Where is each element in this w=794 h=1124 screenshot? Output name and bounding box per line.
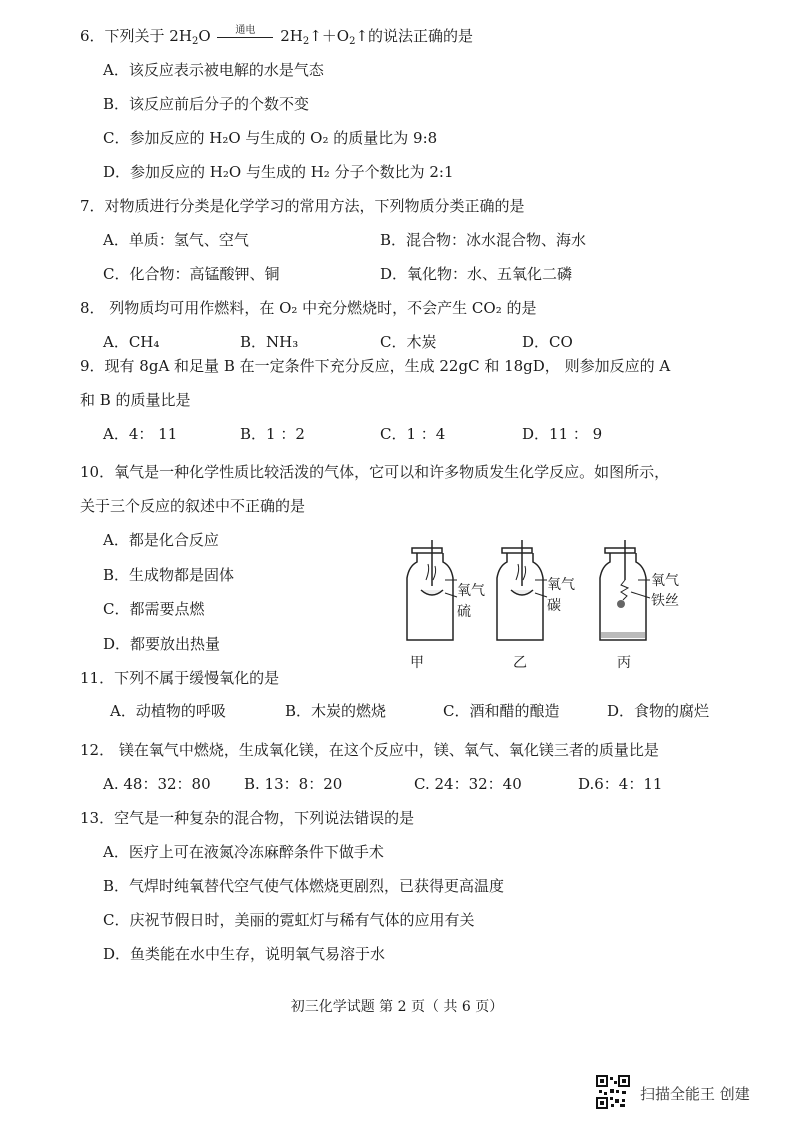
q10-option-b: B．生成物都是固体: [103, 566, 235, 584]
jar-yi-label-carbon: 碳: [547, 598, 561, 614]
q9-stem-line2: 和 B 的质量比是: [80, 391, 191, 409]
reaction-arrow: 通电: [217, 37, 273, 38]
q13-stem: 13．空气是一种复杂的混合物，下列说法错误的是: [80, 809, 415, 827]
q12-option-c: C. 24：32：40: [414, 775, 522, 793]
q6-option-c: C．参加反应的 H₂O 与生成的 O₂ 的质量比为 9:8: [103, 129, 438, 147]
q9-stem-line1: 9．现有 8gA 和足量 B 在一定条件下充分反应，生成 22gC 和 18gD， 则参加反应的 A: [80, 357, 671, 375]
jar-bing: [600, 540, 650, 640]
q7-stem: 7．对物质进行分类是化学学习的常用方法，下列物质分类正确的是: [80, 197, 525, 215]
page-footer: 初三化学试题 第 2 页（ 共 6 页）: [290, 999, 504, 1015]
jar-yi-label-oxygen: 氧气: [547, 577, 575, 593]
jar-bing-oxygen-label: 氧气: [651, 573, 679, 589]
q10-figure: [395, 540, 655, 675]
q11-stem: 11．下列不属于缓慢氧化的是: [80, 669, 280, 687]
q8-option-d: D．CO: [522, 333, 573, 351]
q6-option-a: A．该反应表示被电解的水是气态: [103, 61, 324, 79]
jar-jia-label-oxygen: 氧气: [457, 583, 485, 599]
q9-option-b: B．1 ：2: [240, 425, 305, 443]
jar-yi: [497, 540, 547, 640]
scanner-watermark: [596, 1075, 786, 1111]
q11-option-b: B．木炭的燃烧: [285, 702, 387, 720]
q11-option-c: C．酒和醋的酿造: [443, 702, 560, 720]
q8-option-b: B．NH₃: [240, 333, 299, 351]
q10-stem-line2: 关于三个反应的叙述中不正确的是: [80, 497, 306, 515]
q6-option-b: B．该反应前后分子的个数不变: [103, 95, 310, 113]
q12-option-a: A. 48：32：80: [103, 775, 211, 793]
caption-bing: 丙: [617, 655, 631, 671]
q6-option-d: D．参加反应的 H₂O 与生成的 H₂ 分子个数比为 2:1: [103, 163, 454, 181]
q13-option-a: A．医疗上可在液氮冷冻麻醉条件下做手术: [103, 843, 384, 861]
q10-option-c: C．都需要点燃: [103, 600, 205, 618]
q11-option-a: A．动植物的呼吸: [110, 702, 226, 720]
q8-stem: 8． 列物质均可用作燃料，在 O₂ 中充分燃烧时，不会产生 CO₂ 的是: [80, 299, 537, 317]
q12-option-b: B. 13：8：20: [244, 775, 343, 793]
jar-bing-iron-wire-label: 铁丝: [651, 593, 679, 609]
q12-option-d: D.6：4：11: [578, 775, 663, 793]
q12-stem: 12． 镁在氧气中燃烧，生成氧化镁，在这个反应中，镁、氧气、氧化镁三者的质量比是: [80, 741, 659, 759]
q10-option-d: D．都要放出热量: [103, 635, 221, 653]
q13-option-b: B．气焊时纯氧替代空气使气体燃烧更剧烈，已获得更高温度: [103, 877, 505, 895]
jar-jia-label-sulfur: 硫: [457, 604, 471, 620]
qr-code-icon: [596, 1075, 630, 1109]
q7-option-b: B．混合物：冰水混合物、海水: [380, 231, 587, 249]
jar-jia: [407, 540, 457, 640]
q13-option-c: C．庆祝节假日时，美丽的霓虹灯与稀有气体的应用有关: [103, 911, 475, 929]
caption-yi: 乙: [513, 655, 527, 671]
q8-option-c: C．木炭: [380, 333, 437, 351]
q7-option-a: A．单质：氢气、空气: [103, 231, 249, 249]
q7-option-c: C．化合物：高锰酸钾、铜: [103, 265, 280, 283]
q7-option-d: D．氧化物：水、五氧化二磷: [380, 265, 573, 283]
q9-option-a: A．4： 11: [103, 425, 178, 443]
caption-jia: 甲: [410, 655, 424, 671]
q13-option-d: D．鱼类能在水中生存，说明氧气易溶于水: [103, 945, 386, 963]
q8-option-a: A．CH₄: [103, 333, 160, 351]
q9-option-d: D．11 ： 9: [522, 425, 603, 443]
q10-stem-line1: 10．氧气是一种化学性质比较活泼的气体，它可以和许多物质发生化学反应。如图所示，: [80, 463, 670, 481]
q10-option-a: A．都是化合反应: [103, 531, 219, 549]
q9-option-c: C．1 ：4: [380, 425, 446, 443]
q6-stem: 6．下列关于 $2H_2O$ 通电 $2H_2↑+O_2↑$的说法正确的是: [80, 24, 474, 47]
watermark-text: 扫描全能王 创建: [640, 1085, 750, 1103]
q11-option-d: D．食物的腐烂: [607, 702, 710, 720]
